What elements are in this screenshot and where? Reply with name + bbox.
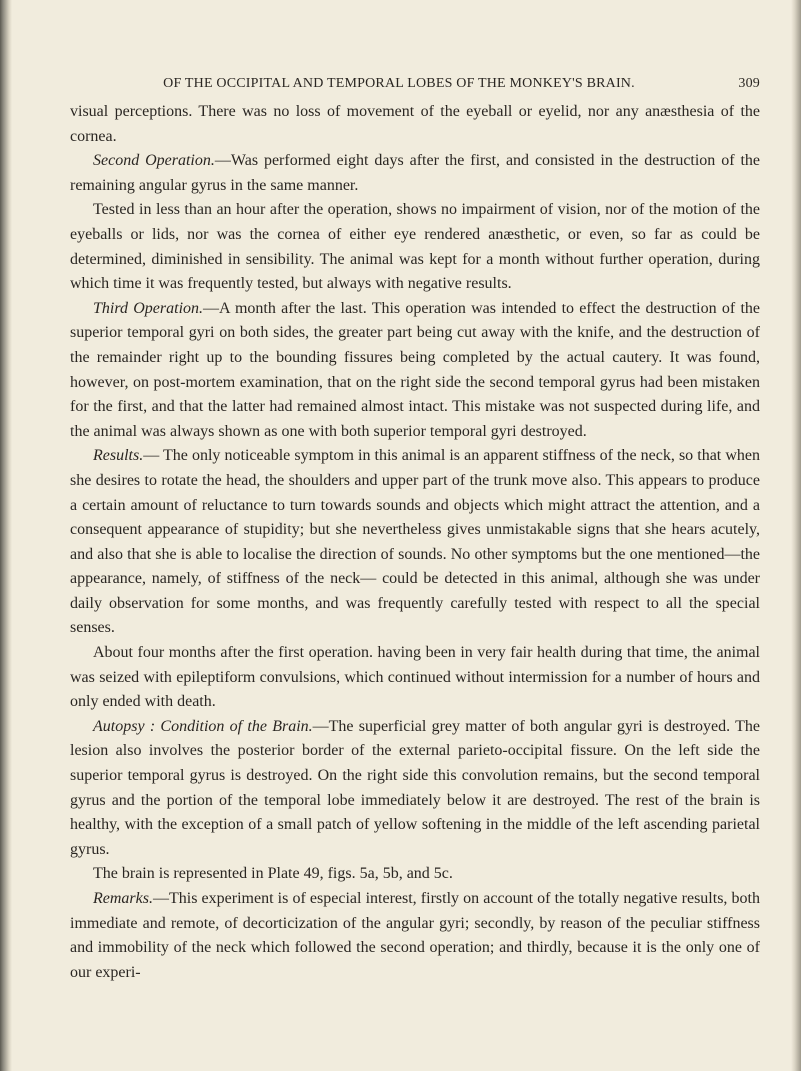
page-binding-shadow xyxy=(0,0,12,1071)
paragraph-lead: Third Operation. xyxy=(93,299,204,317)
paragraph xyxy=(70,297,760,445)
paragraph-text: —A month after the last. This operation was intended to effect the destruction of the superior temporal gyri on both sides, the greater part being cut away with the knife, and the destruction of the remainder right up to the bounding fissures being completed by the actual cautery. It was found, however, on post-mortem examination, that on the right side the second temporal gyrus had been mistaken for the first, and that the latter had remained almost intact. This mistake was not suspected during life, and the animal was always shown as one with both superior temporal gyri destroyed. xyxy=(70,299,760,440)
paragraph-text: visual perceptions. There was no loss of movement of the eyeball or eyelid, nor any anæsthesia of the cornea. xyxy=(70,103,760,145)
page-number: 309 xyxy=(738,76,760,91)
paragraph-lead: Results. xyxy=(93,447,144,465)
paragraph-text: The brain is represented in Plate 49, figs. 5a, 5b, and 5c. xyxy=(93,865,453,883)
book-page xyxy=(70,76,760,985)
paragraph xyxy=(70,149,760,198)
paragraph-lead: Remarks. xyxy=(93,890,153,907)
paragraph xyxy=(70,887,760,985)
paragraph-text: —The superficial grey matter of both angular gyri is destroyed. The lesion also involves the posterior border of the external parieto-occipital fissure. On the left side the superior temporal gyrus is destroyed. On the right side this convolution remains, but the second temporal gyrus and the portion of the temporal lobe immediately below it are destroyed. The rest of the brain is healthy, with the exception of a small patch of yellow softening in the middle of the left ascending parietal gyrus. xyxy=(70,717,760,858)
paragraph-text: Tested in less than an hour after the operation, shows no impairment of vision, nor of the motion of the eyeballs or lids, nor was the cornea of either eye rendered anæsthetic, or even, so far as could be determined, diminished in sensibility. The animal was kept for a month without further operation, during which time it was frequently tested, but always with negative results. xyxy=(70,201,760,293)
body-text xyxy=(70,100,760,985)
paragraph-text: —Was performed eight days after the first, and consisted in the destruction of the remaining angular gyrus in the same manner. xyxy=(70,152,760,194)
page-edge xyxy=(791,0,801,1071)
paragraph-lead: Autopsy : Condition of the Brain. xyxy=(93,717,313,735)
paragraph xyxy=(70,862,760,887)
paragraph-lead: Second Operation. xyxy=(93,152,215,170)
running-head xyxy=(70,76,760,98)
paragraph xyxy=(70,198,760,296)
paragraph-text: —This experiment is of especial interest, firstly on account of the totally negative results, both immediate and remote, of decorticization of the angular gyri; secondly, by reason of the peculiar stiffness and immobility of the neck which followed the second operation; and thirdly, because it is the only one of our experi- xyxy=(70,890,760,981)
paragraph-text: — The only noticeable symptom in this animal is an apparent stiffness of the neck, so that when she desires to rotate the head, the shoulders and upper part of the trunk move also. This appears to produce a certain amount of reluctance to turn towards sounds and objects which might attract the attention, and a consequent appearance of stupidity; but she nevertheless gives unmistakable signs that she hears acutely, and also that she is able to localise the direction of sounds. No other symptoms but the one mentioned—the appearance, namely, of stiffness of the neck— could be detected in this animal, although she was under daily observation for some months, and was frequently carefully tested with respect to all the special senses. xyxy=(70,447,760,637)
paragraph xyxy=(70,715,760,863)
paragraph xyxy=(70,444,760,641)
paragraph xyxy=(70,100,760,149)
running-head-title: OF THE OCCIPITAL AND TEMPORAL LOBES OF THE MONKEY'S BRAIN. xyxy=(163,76,635,91)
paragraph xyxy=(70,641,760,715)
paragraph-text: About four months after the first operation. having been in very fair health during that time, the animal was seized with epileptiform convulsions, which continued without intermission for a number of hours and only ended with death. xyxy=(70,644,760,711)
